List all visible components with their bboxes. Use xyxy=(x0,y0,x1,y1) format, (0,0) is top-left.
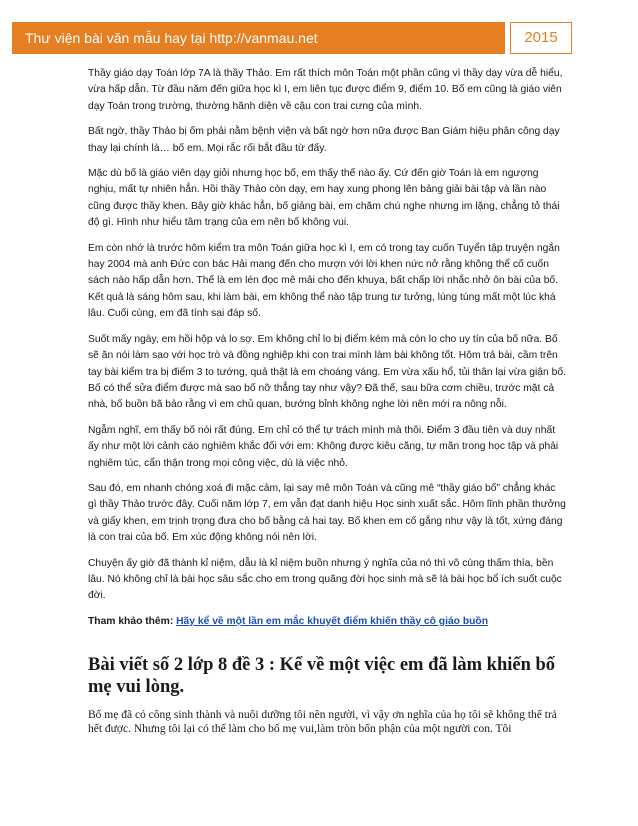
paragraph: Chuyện ấy giờ đã thành kỉ niệm, dẫu là kỉ niệm buồn nhưng ý nghĩa của nó thì vô cùng thấm thía, bền lâu. Nó không chỉ là bài học sâu sắc cho em trong quãng đời học sinh mà sẽ là bài học bổ ích suốt cuộc đời. xyxy=(88,557,562,602)
reference-label: Tham khảo thêm: xyxy=(88,615,174,627)
header-title: Thư viện bài văn mẫu hay tại http://vanmau.net xyxy=(12,22,505,54)
paragraph: Mặc dù bố là giáo viên dạy giỏi nhưng học bố, em thấy thế nào ấy. Cứ đến giờ Toán là em ngượng nghịu, mất tự nhiên hẳn. Hồi thầy Thảo còn dạy, em hay xung phong lên bảng giải bài tập và lần nào cũng được thầy khen. Bây giờ khác hẳn, bố giảng bài, em chăm chú nghe nhưng im lặng, chẳng tỏ thái độ gì. Hình như hiểu tâm trạng của em nên bố không vui. xyxy=(88,168,560,229)
paragraph: Ngẫm nghĩ, em thấy bố nói rất đúng. Em chỉ có thể tự trách mình mà thôi. Điểm 3 đầu tiên và duy nhất ấy như một lời cảnh cáo nghiêm khắc đối với em: Không được kiêu căng, tự mãn trong học tập và phải nghiêm túc, cẩn thận trong mọi công việc, dù là việc nhỏ. xyxy=(88,424,559,469)
reference-link[interactable]: Hãy kể về một lần em mắc khuyết điểm khiến thầy cô giáo buồn xyxy=(176,615,488,627)
section-body: Bố mẹ đã có công sinh thành và nuôi dưỡng tôi nên người, vì vậy ơn nghĩa của họ tôi sẽ không thể trả hết được. Nhưng tôi lại có thể làm cho bố mẹ vui,làm tròn bổn phận của một người con. Tôi xyxy=(88,708,557,736)
header-year: 2015 xyxy=(510,22,572,54)
paragraph: Thầy giáo dạy Toán lớp 7A là thầy Thảo. Em rất thích môn Toán một phần cũng vì thầy dạy vừa dễ hiểu, vừa hấp dẫn. Từ đầu năm đến giữa học kì I, em liên tục được điểm 9, điểm 10. Bố em cũng là giáo viên dạy Toán trong trường, thường hãnh diện về cậu con trai cưng của mình. xyxy=(88,68,563,112)
paragraph: Sau đó, em nhanh chóng xoá đi mặc cảm, lại say mê môn Toán và cũng mê “thầy giáo bố” chẳng khác gì thầy Thảo trước đây. Cuối năm lớp 7, em vẫn đạt danh hiệu Học sinh xuất sắc. Hôm lĩnh phần thưởng và giấy khen, em trịnh trọng đưa cho bố bằng cả hai tay. Bố khen em cố gắng như vậy là tốt, xứng đáng là con trai của bố. Em xúc động không nói nên lời. xyxy=(88,482,566,544)
paragraph: Bất ngờ, thầy Thảo bị ốm phải nằm bệnh viện và bất ngờ hơn nữa được Ban Giám hiệu phân công dạy thay lại chính là… bố em. Mọi rắc rối bắt đầu từ đấy. xyxy=(88,126,560,154)
reference-line xyxy=(88,614,566,630)
page-header xyxy=(12,22,572,54)
paragraph: Suốt mấy ngày, em hồi hộp và lo sợ. Em không chỉ lo bị điểm kém mà còn lo cho uy tín của bố nữa. Bố sẽ ăn nói làm sao với học trò và đồng nghiệp khi con trai mình làm bài không tốt. Hôm trả bài, cầm trên tay bài kiểm tra bị điểm 3 to tướng, quả thật là em choáng váng. Em vừa xấu hổ, tủi thân lại vừa giận bố. Bố có thể sửa điểm được mà sao bố nỡ thẳng tay như vậy? Đã thế, sau bữa cơm chiều, trước mặt cả nhà, bố buồn bã bảo rằng vì em chủ quan, bướng bỉnh không nghe lời nên mới ra nông nỗi. xyxy=(88,333,566,411)
paragraph: Em còn nhớ là trước hôm kiểm tra môn Toán giữa học kì I, em có trong tay cuốn Tuyển tập truyện ngắn hay 2004 mà anh Đức con bác Hải mang đến cho mượn với lời khen nức nở rằng không thể cố cuốn sách nào hấp dẫn hơn. Thế là em lén đọc mê mải cho đến khuya, bất chấp lời nhắc nhở ôn bài của bố. Kết quả là sáng hôm sau, khi làm bài, em không thể nào tập trung tư tưởng, lúng túng mất một lúc khá lâu. Cuối cùng, em đã tính sai đáp số. xyxy=(88,242,560,320)
section-heading: Bài viết số 2 lớp 8 đề 3 : Kể về một việc em đã làm khiến bố mẹ vui lòng. xyxy=(88,654,556,697)
document-body xyxy=(88,66,566,737)
